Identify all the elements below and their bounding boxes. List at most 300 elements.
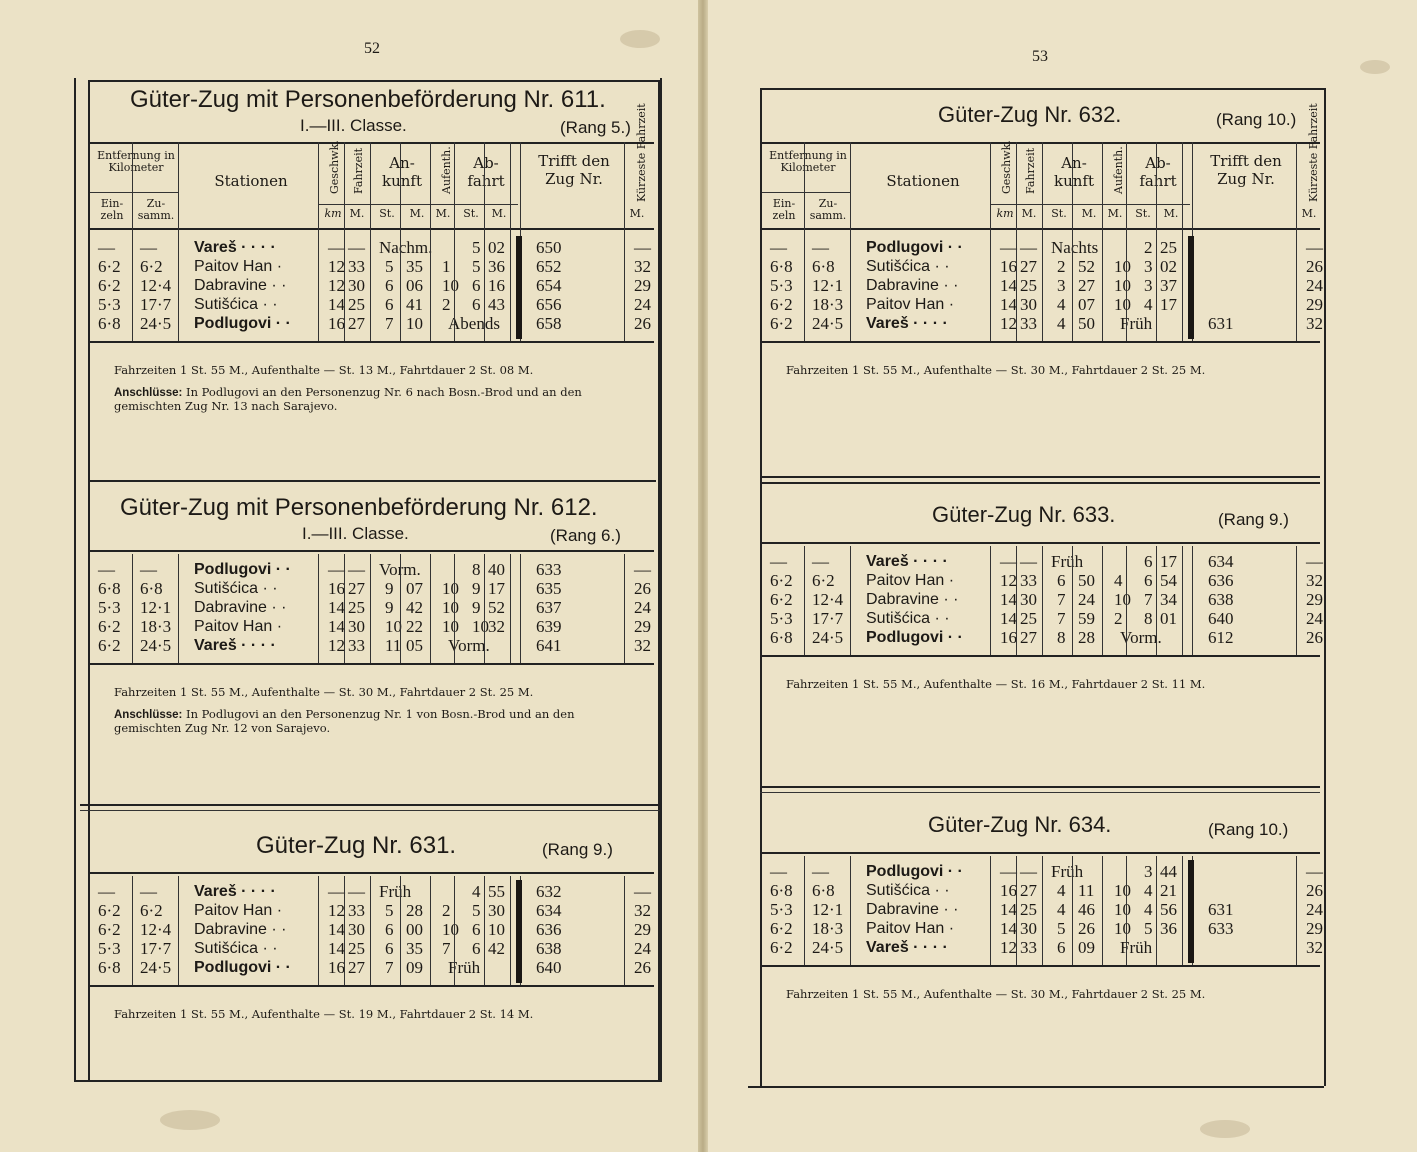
header-fahrzeit: Fahrzeit [1024,147,1037,194]
cell-abfahrt-st: 4 [1144,900,1153,919]
anschluesse-label: Anschlüsse: [114,387,183,399]
fahrzeiten-633: Fahrzeiten 1 St. 55 M., Aufenthalte — St. 16 M., Fahrtdauer 2 St. 11 M. [786,677,1206,691]
cell-kurzeste: — [1306,238,1323,257]
cell-geschwk: 14 [328,295,345,314]
cell-trifft: 654 [536,276,562,295]
cell-station: Sutišćica · · [194,580,278,597]
cell-ankunft-m: 50 [1078,571,1095,590]
cell-ankunft-m: 28 [406,901,423,920]
header-abfahrt: Ab-fahrt [1139,154,1177,190]
cell-abfahrt-m: 36 [488,257,505,276]
cell-zusamm: 12·4 [140,920,172,939]
header-m3: M. [1107,207,1123,220]
cell-abfahrt-st: 2 [1144,238,1153,257]
right-sep-1 [762,476,1320,478]
cell-abfahrt-m: 30 [488,901,505,920]
header-einzeln: Ein-zeln [772,197,796,222]
timetable-row [762,628,1323,647]
cell-geschwk: 12 [1000,938,1017,957]
cell-zusamm: 18·3 [812,919,844,938]
fahrzeiten-611: Fahrzeiten 1 St. 55 M., Aufenthalte — St. 13 M., Fahrtdauer 2 St. 08 M. [114,363,534,377]
cell-geschwk: 16 [328,958,345,977]
cell-einzeln: 5·3 [98,598,121,617]
cell-zusamm: — [812,862,829,881]
cell-aufenth: 2 [1114,609,1123,628]
cell-fahrzeit: 30 [348,920,365,939]
cell-kurzeste: 24 [1306,609,1323,628]
cell-ankunft-st: 5 [1057,919,1066,938]
cell-fahrzeit: 33 [1020,314,1037,333]
rang-611: (Rang 5.) [560,118,631,137]
cell-abfahrt-st: 5 [1144,919,1153,938]
column-rule [1102,856,1103,965]
cell-station: Dabravine · · [866,591,959,608]
column-rule [1042,856,1043,965]
cell-geschwk: 14 [1000,276,1017,295]
timetable-row [90,920,654,939]
cell-einzeln: 5·3 [770,900,793,919]
cell-zusamm: 6·2 [812,571,835,590]
cell-einzeln: 6·2 [98,920,121,939]
header-m2: M. [409,207,425,220]
cell-kurzeste: 32 [1306,571,1323,590]
cell-trifft: 638 [536,939,562,958]
cell-abfahrt-m: 44 [1160,862,1177,881]
cell-ankunft-m: 09 [406,958,423,977]
cell-zusamm: 12·4 [140,276,172,295]
header-entfernung: Entfernung in Kilometer [769,149,847,174]
cell-kurzeste: 26 [1306,881,1323,900]
paper-stain [1200,1120,1250,1138]
cell-kurzeste: 24 [634,598,651,617]
cell-station: Sutišćica · · [866,882,950,899]
cell-geschwk: 14 [328,617,345,636]
cell-zusamm: 24·5 [812,628,844,647]
cell-ankunft-st: 5 [385,901,394,920]
cell-station: Dabravine · · [194,599,287,616]
cell-station: Vareš · · · · [866,553,948,570]
rule-top-632 [762,142,1320,144]
cell-station: Vareš · · · · [194,239,276,256]
cell-einzeln: — [770,552,787,571]
cell-fahrzeit: 27 [348,579,365,598]
cell-station: Podlugovi · · [866,239,963,256]
cell-kurzeste: 29 [634,617,651,636]
cell-aufenth: 10 [1114,900,1131,919]
header-m5: M. [629,207,645,220]
rule-head-632 [762,228,1320,230]
cell-aufenth: 10 [442,617,459,636]
cell-abfahrt-m: 32 [488,617,505,636]
cell-geschwk: 12 [328,901,345,920]
cell-trifft: 652 [536,257,562,276]
cell-aufenth: 10 [1114,881,1131,900]
cell-ankunft-st: 6 [385,295,394,314]
header-divider-km [90,192,178,193]
column-rule [1156,856,1157,965]
timetable-row [762,238,1323,257]
header-aufenth: Aufenth. [440,146,453,194]
column-rule [804,856,805,965]
cell-einzeln: 6·2 [98,617,121,636]
cell-geschwk: 16 [328,579,345,598]
header-m2: M. [1081,207,1097,220]
column-rule [400,554,401,663]
column-rule [454,554,455,663]
cell-ankunft-st: 4 [1057,314,1066,333]
cell-einzeln: 6·2 [98,276,121,295]
connection-bar [1188,236,1194,339]
right-sep-2 [760,786,1320,788]
cell-einzeln: 6·2 [98,257,121,276]
header-m4: M. [1163,207,1179,220]
cell-ankunft-m: 35 [406,939,423,958]
book-gutter [698,0,708,1152]
cell-trifft: 633 [1208,919,1234,938]
cell-ankunft-m: 27 [1078,276,1095,295]
column-rule [344,876,345,985]
cell-abfahrt-st: 7 [1144,590,1153,609]
cell-ankunft-m: 28 [1078,628,1095,647]
cell-ankunft-st: 2 [1057,257,1066,276]
rule-bottom-634 [762,965,1320,967]
cell-fahrzeit: 25 [348,598,365,617]
cell-ankunft-st: 9 [385,598,394,617]
cell-geschwk: 14 [1000,590,1017,609]
title-632: Güter-Zug Nr. 632. [938,102,1122,127]
rule-bottom-631 [90,985,654,987]
timetable-row [90,598,654,617]
cell-einzeln: — [98,238,115,257]
cell-ankunft-m: 42 [406,598,423,617]
timetable-row [762,552,1323,571]
column-rule [1296,856,1297,965]
anschluesse-612 [114,707,638,735]
cell-ankunft-st: Vorm. [379,560,421,579]
cell-station: Paitov Han · [866,296,955,313]
cell-abfahrt-st: 3 [1144,862,1153,881]
cell-abfahrt-st: 5 [472,257,481,276]
cell-aufenth: 10 [442,598,459,617]
cell-abfahrt-st: 3 [1144,257,1153,276]
header-einzeln: Ein-zeln [100,197,124,222]
cell-einzeln: — [770,238,787,257]
cell-kurzeste: — [1306,552,1323,571]
cell-station: Vareš · · · · [194,637,276,654]
column-rule [132,554,133,663]
column-rule [990,142,991,341]
cell-aufenth: 2 [442,295,451,314]
column-rule [484,142,485,341]
anschluesse-text: In Podlugovi an den Personenzug Nr. 1 von Bosn.-Brod und an den gemischten Zug Nr. 12 von Sarajevo. [114,707,575,735]
column-rule [318,876,319,985]
cell-zusamm: — [812,238,829,257]
cell-zusamm: 6·8 [812,257,835,276]
cell-station: Vareš · · · · [194,883,276,900]
column-rule [132,876,133,985]
cell-geschwk: 14 [1000,609,1017,628]
cell-abfahrt-m: 16 [488,276,505,295]
title-633: Güter-Zug Nr. 633. [932,502,1116,527]
cell-zusamm: 17·7 [140,939,172,958]
cell-ankunft-st: 11 [385,636,402,655]
page-number-left: 52 [364,40,380,57]
cell-zusamm: 6·2 [140,257,163,276]
cell-abfahrt-m: 56 [1160,900,1177,919]
cell-zusamm: 18·3 [812,295,844,314]
cell-kurzeste: — [1306,862,1323,881]
cell-geschwk: — [1000,552,1017,571]
header-zusamm: Zu-samm. [809,197,847,222]
cell-kurzeste: 29 [634,920,651,939]
column-rule [344,142,345,341]
cell-kurzeste: 26 [1306,257,1323,276]
cell-abfahrt-st: 9 [472,598,481,617]
cell-aufenth: Früh [448,958,481,977]
cell-station: Dabravine · · [866,277,959,294]
cell-ankunft-st: Früh [1051,862,1084,881]
cell-abfahrt-st: 4 [1144,881,1153,900]
rule-bottom-611 [90,341,654,343]
cell-zusamm: 18·3 [140,617,172,636]
rule-top-612 [90,550,654,552]
cell-zusamm: 17·7 [812,609,844,628]
column-rule [1182,142,1183,341]
anschluesse-611 [114,385,638,413]
cell-fahrzeit: 27 [1020,628,1037,647]
cell-zusamm: 12·4 [812,590,844,609]
cell-abfahrt-m: 10 [488,920,505,939]
cell-station: Paitov Han · [866,920,955,937]
cell-ankunft-m: 00 [406,920,423,939]
rule-top-611 [90,142,654,144]
cell-station: Paitov Han · [866,572,955,589]
cell-ankunft-st: 7 [1057,590,1066,609]
cell-geschwk: 14 [328,920,345,939]
cell-geschwk: 16 [1000,257,1017,276]
cell-abfahrt-m: 01 [1160,609,1177,628]
rang-631: (Rang 9.) [542,840,613,859]
cell-fahrzeit: 25 [348,939,365,958]
header-divider-mid [318,204,518,205]
cell-station: Dabravine · · [194,277,287,294]
cell-abfahrt-st: 9 [472,579,481,598]
column-rule [1042,142,1043,341]
column-rule [850,142,851,341]
cell-trifft: 633 [536,560,562,579]
cell-ankunft-st: Früh [379,882,412,901]
header-geschwk: Geschwk. [1000,140,1013,194]
timetable-row [762,609,1323,628]
header-entfernung: Entfernung in Kilometer [97,149,175,174]
cell-einzeln: 6·8 [770,257,793,276]
cell-station: Sutišćica · · [194,940,278,957]
rang-632: (Rang 10.) [1216,110,1297,129]
header-divider-km [762,192,850,193]
cell-trifft: 638 [1208,590,1234,609]
cell-aufenth: 10 [442,920,459,939]
cell-trifft: 636 [1208,571,1234,590]
paper-stain [1360,60,1390,74]
cell-aufenth: 10 [442,276,459,295]
cell-ankunft-st: 6 [385,276,394,295]
cell-kurzeste: 32 [1306,938,1323,957]
timetable-row [90,958,654,977]
timetable-row [90,257,654,276]
cell-fahrzeit: — [348,560,365,579]
classe-611: I.—III. Classe. [300,116,407,135]
cell-abfahrt-m: 25 [1160,238,1177,257]
left-bottom [74,1080,660,1082]
cell-trifft: 634 [1208,552,1234,571]
cell-geschwk: 16 [1000,881,1017,900]
cell-kurzeste: 32 [1306,314,1323,333]
cell-einzeln: 5·3 [98,939,121,958]
header-divider-mid [990,204,1190,205]
timetable-row [90,939,654,958]
cell-fahrzeit: 33 [1020,938,1037,957]
cell-zusamm: — [140,238,157,257]
column-rule [1102,142,1103,341]
cell-trifft: 636 [536,920,562,939]
cell-abfahrt-st: 8 [1144,609,1153,628]
cell-ankunft-st: Nachm. [379,238,433,257]
header-trifft: Trifft den Zug Nr. [538,152,610,188]
column-rule [1072,856,1073,965]
cell-zusamm: 6·8 [812,881,835,900]
cell-geschwk: — [328,882,345,901]
header-trifft: Trifft den Zug Nr. [1210,152,1282,188]
right-sep-2b [760,792,1320,793]
column-rule [178,554,179,663]
anschluesse-label: Anschlüsse: [114,709,183,721]
cell-fahrzeit: — [1020,862,1037,881]
cell-aufenth: 7 [442,939,451,958]
cell-ankunft-m: 52 [1078,257,1095,276]
column-rule [132,142,133,341]
fahrzeiten-631: Fahrzeiten 1 St. 55 M., Aufenthalte — St. 19 M., Fahrtdauer 2 St. 14 M. [114,1007,534,1021]
cell-ankunft-st: 6 [1057,571,1066,590]
cell-ankunft-m: 50 [1078,314,1095,333]
cell-aufenth: 10 [1114,295,1131,314]
column-rule [1126,142,1127,341]
header-st1: St. [1051,207,1067,220]
cell-trifft: 631 [1208,900,1234,919]
classe-612: I.—III. Classe. [302,524,409,543]
header-ankunft: An-kunft [1054,154,1094,190]
column-rule [1042,546,1043,655]
cell-zusamm: 12·1 [812,276,844,295]
cell-trifft: 632 [536,882,562,901]
header-km: km [996,207,1014,220]
cell-station: Sutišćica · · [866,610,950,627]
rule-top-631 [90,872,654,874]
column-rule [804,546,805,655]
column-rule [1182,546,1183,655]
cell-einzeln: 6·8 [98,958,121,977]
cell-abfahrt-st: 4 [472,882,481,901]
column-rule [990,856,991,965]
cell-station: Vareš · · · · [866,939,948,956]
cell-abfahrt-st: 3 [1144,276,1153,295]
cell-fahrzeit: 33 [1020,571,1037,590]
column-rule [850,856,851,965]
timetable-row [762,862,1323,881]
cell-trifft: 612 [1208,628,1234,647]
cell-ankunft-m: 09 [1078,938,1095,957]
cell-station: Sutišćica · · [866,258,950,275]
cell-abfahrt-m: 21 [1160,881,1177,900]
column-rule [1102,546,1103,655]
cell-fahrzeit: 27 [348,314,365,333]
cell-einzeln: 6·8 [98,579,121,598]
cell-kurzeste: 26 [634,579,651,598]
cell-aufenth: 10 [1114,257,1131,276]
header-kurzeste: Kürzeste Fahrzeit [635,103,648,202]
column-rule [510,142,511,341]
cell-einzeln: — [770,862,787,881]
cell-ankunft-m: 11 [1078,881,1095,900]
header-geschwk: Geschwk. [328,140,341,194]
cell-zusamm: 17·7 [140,295,172,314]
timetable-row [762,295,1323,314]
timetable-row [90,238,654,257]
column-rule [1126,546,1127,655]
cell-trifft: 641 [536,636,562,655]
cell-geschwk: 14 [328,598,345,617]
cell-zusamm: 12·1 [140,598,172,617]
cell-trifft: 631 [1208,314,1234,333]
cell-ankunft-m: 24 [1078,590,1095,609]
cell-aufenth: 1 [442,257,451,276]
timetable-row [90,314,654,333]
cell-geschwk: 12 [328,257,345,276]
cell-geschwk: 14 [1000,919,1017,938]
rule-bottom-612 [90,663,654,665]
cell-kurzeste: 26 [634,314,651,333]
cell-ankunft-m: 07 [1078,295,1095,314]
header-stationen: Stationen [886,172,960,190]
column-rule [804,142,805,341]
cell-ankunft-st: 9 [385,579,394,598]
cell-ankunft-m: 06 [406,276,423,295]
cell-abfahrt-m: 37 [1160,276,1177,295]
header-aufenth: Aufenth. [1112,146,1125,194]
cell-ankunft-st: Früh [1051,552,1084,571]
cell-station: Podlugovi · · [194,959,291,976]
cell-station: Dabravine · · [194,921,287,938]
cell-abfahrt-st: 6 [472,276,481,295]
cell-trifft: 640 [536,958,562,977]
header-st2: St. [463,207,479,220]
cell-aufenth: Früh [1120,938,1153,957]
cell-ankunft-m: 26 [1078,919,1095,938]
cell-kurzeste: 32 [634,901,651,920]
timetable-row [90,901,654,920]
cell-einzeln: 6·2 [770,571,793,590]
fahrzeiten-632: Fahrzeiten 1 St. 55 M., Aufenthalte — St. 30 M., Fahrtdauer 2 St. 25 M. [786,363,1206,377]
header-abfahrt: Ab-fahrt [467,154,505,190]
cell-station: Dabravine · · [866,901,959,918]
paper-stain [620,30,660,48]
paper-stain [160,1110,220,1130]
connection-bar [516,880,522,983]
cell-trifft: 658 [536,314,562,333]
anschluesse-text: In Podlugovi an den Personenzug Nr. 6 nach Bosn.-Brod und an den gemischten Zug Nr. 13 nach Sarajevo. [114,385,582,413]
cell-abfahrt-m: 43 [488,295,505,314]
column-rule [454,142,455,341]
title-634: Güter-Zug Nr. 634. [928,812,1112,837]
